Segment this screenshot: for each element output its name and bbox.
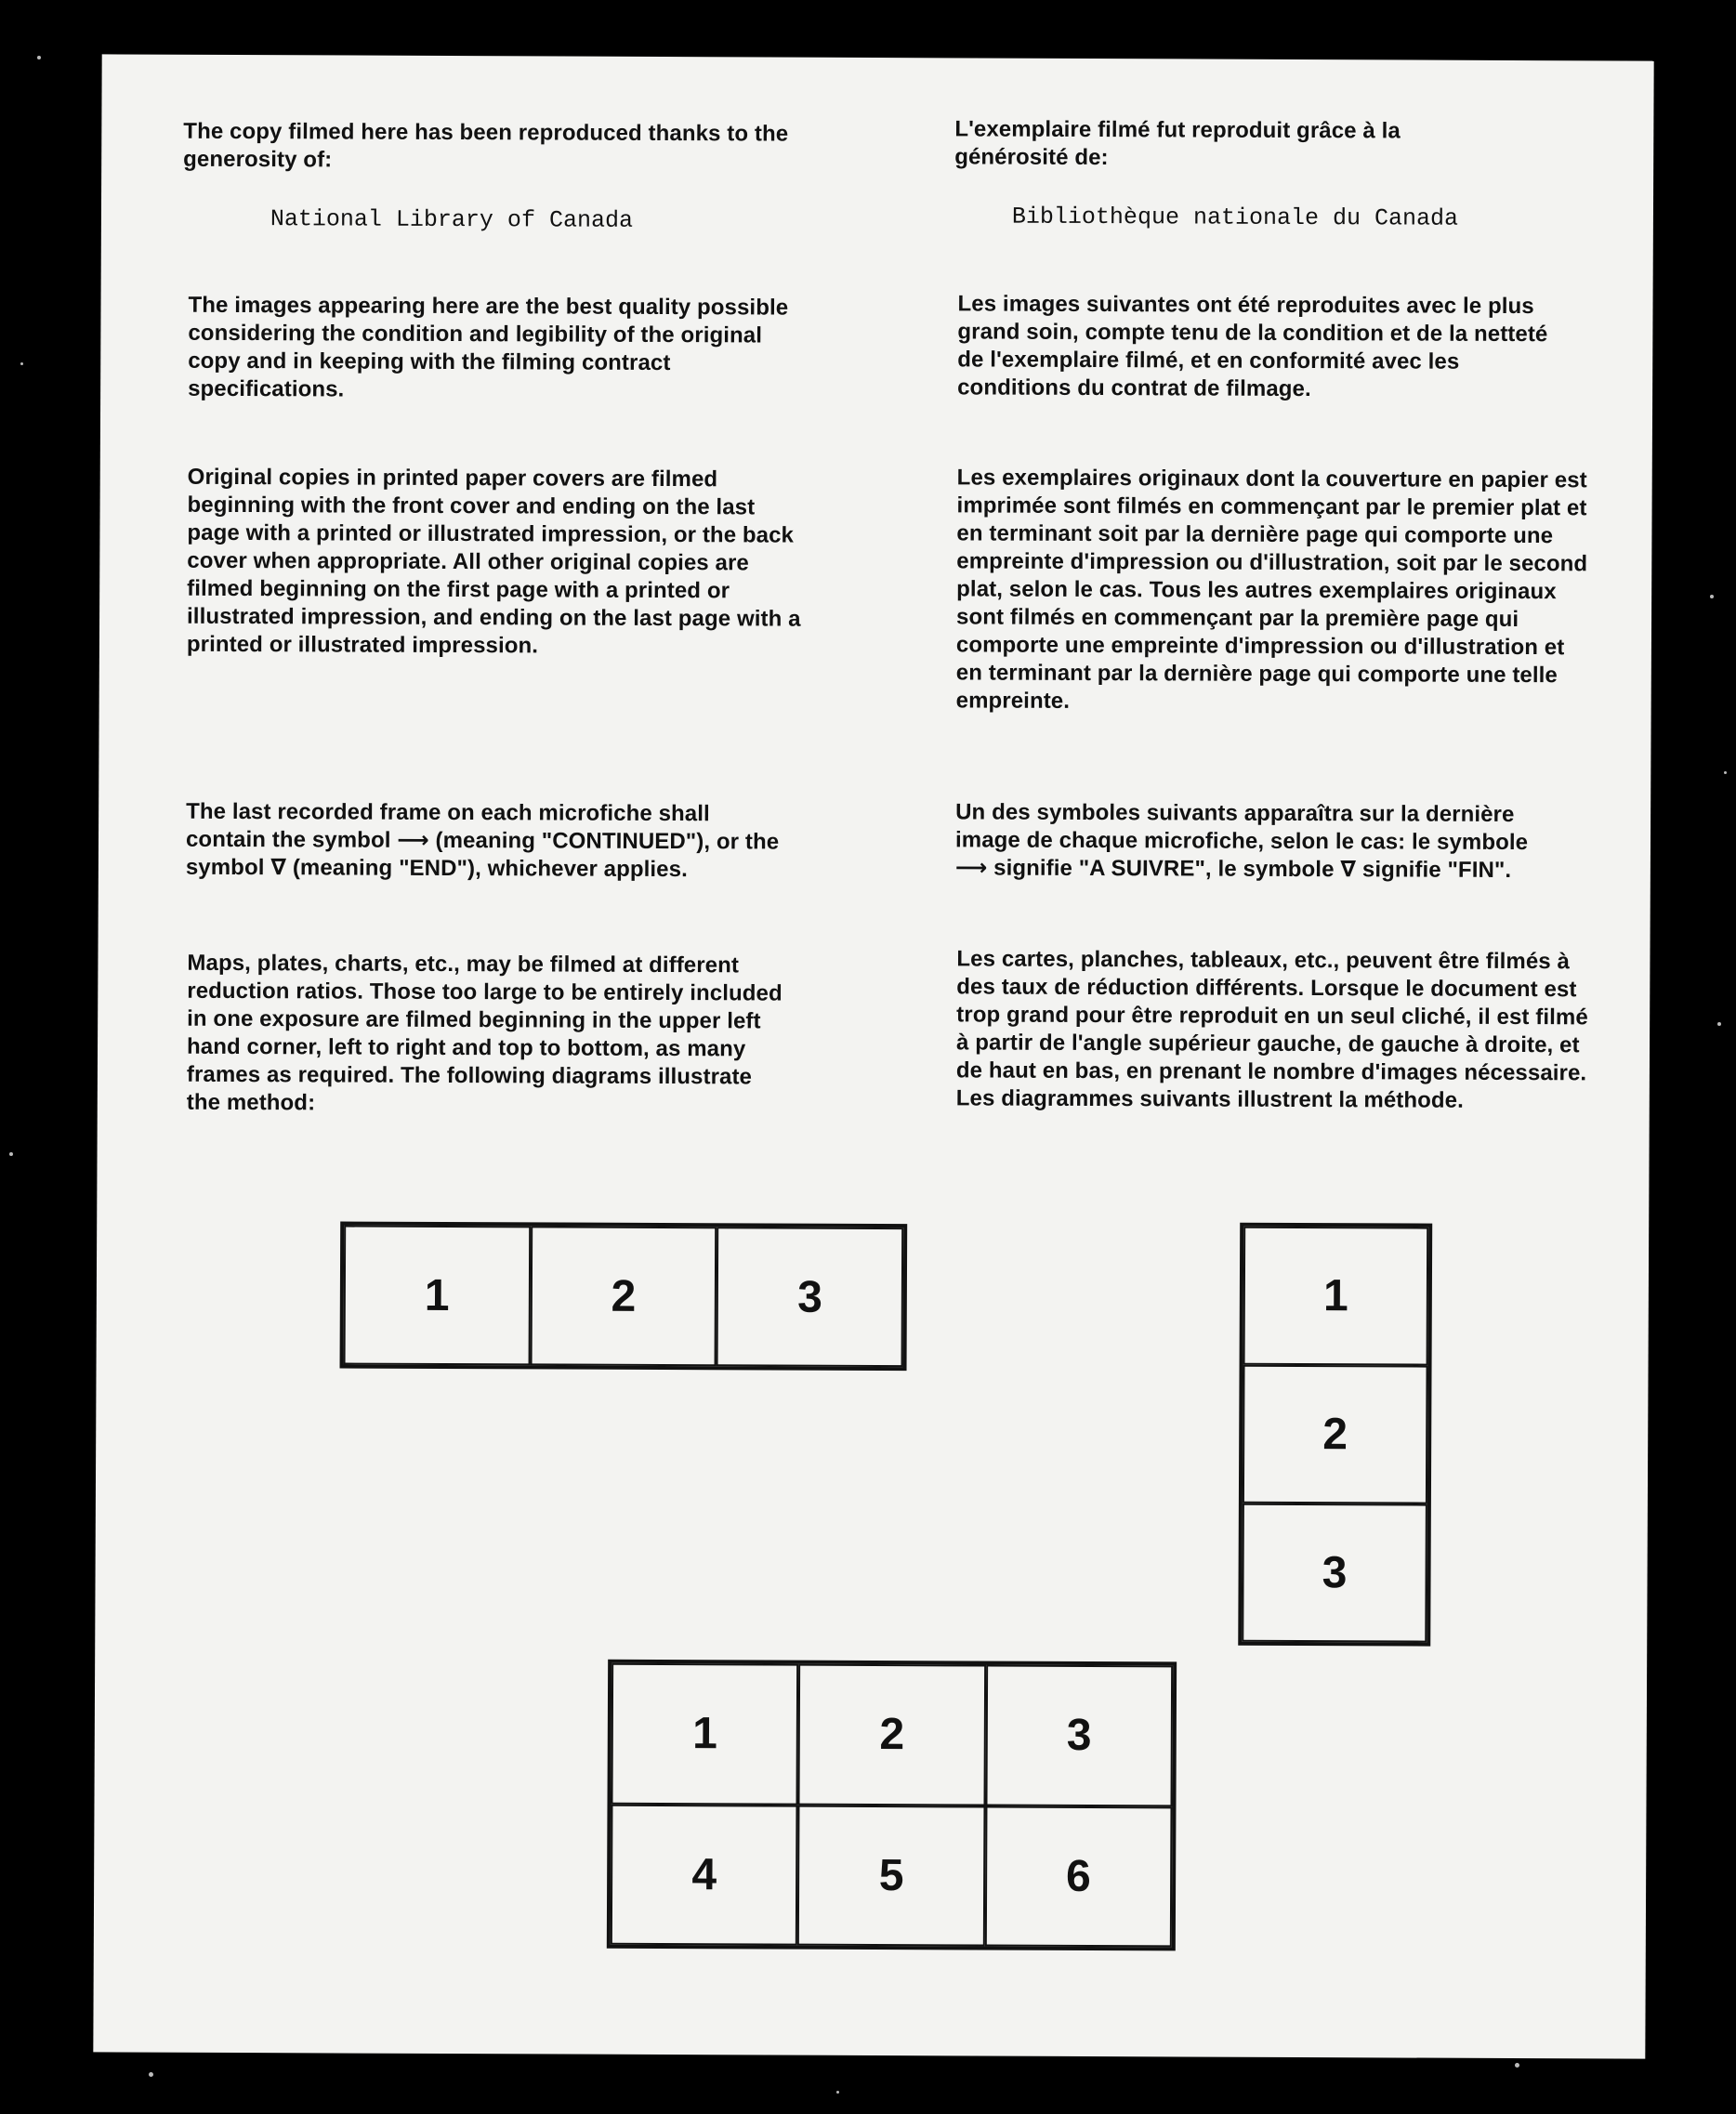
- diagram-vertical: [1238, 1223, 1432, 1647]
- quality-paragraph-fr: Les images suivantes ont été reproduites avec le plus grand soin, compte tenu de la condition et de la netteté de l'exemplaire filmé, et en conformité avec les conditions du contrat de filmage.: [957, 291, 1548, 402]
- french-column: [954, 58, 1606, 1113]
- frame-cell: 6: [984, 1805, 1172, 1947]
- frame-cell: 1: [1243, 1227, 1429, 1366]
- thanks-paragraph-fr: L'exemplaire filmé fut reproduit grâce à la générosité de:: [954, 116, 1401, 171]
- frame-cell: 1: [611, 1663, 798, 1805]
- frame-cell: 5: [797, 1805, 985, 1946]
- frame-cell: 2: [1243, 1365, 1428, 1504]
- library-name-en: National Library of Canada: [270, 205, 634, 234]
- maps-paragraph-en: Maps, plates, charts, etc., may be filmed at different reduction ratios. Those too large to be entirely included in one exposure are filmed beginning in the upper left hand corner, left to right and top to bottom, as many frames as required. The following diagrams illustrate the method:: [186, 950, 783, 1116]
- english-column: [183, 55, 825, 1116]
- thanks-paragraph-en: The copy filmed here has been reproduced thanks to the generosity of:: [183, 118, 789, 173]
- symbols-paragraph-fr: Un des symboles suivants apparaîtra sur la dernière image de chaque microfiche, selon le cas: le symbole ⟶ signifie "A SUIVRE", le symbole ∇ signifie "FIN".: [954, 799, 1529, 883]
- library-name-fr: Bibliothèque nationale du Canada: [1011, 203, 1459, 232]
- frame-cell: 2: [530, 1226, 717, 1366]
- maps-paragraph-fr: Les cartes, planches, tableaux, etc., peuvent être filmés à des taux de réduction différents. Lorsque le document est trop grand pour être reproduit en un seul cliché, il est filmé à partir de l'angle supérieur gauche, de gauche à droite, et de haut en bas, en prenant le nombre d'images nécessaire. Les diagrammes suivants illustrent la méthode.: [955, 946, 1588, 1113]
- frame-cell: 2: [798, 1664, 986, 1805]
- frame-cell: 3: [717, 1227, 903, 1367]
- frame-cell: 3: [1242, 1503, 1427, 1643]
- frame-cell: 1: [344, 1226, 531, 1366]
- symbols-paragraph-en: The last recorded frame on each microfiche shall contain the symbol ⟶ (meaning "CONTINUED"), or the symbol ∇ (meaning "END"), whichever applies.: [185, 798, 780, 883]
- frame-cell: 3: [985, 1665, 1173, 1806]
- covers-paragraph-en: Original copies in printed paper covers are filmed beginning with the front cover and ending on the last page with a printed or illustrated impression, or the back cover when appropriate. All other original copies are filmed beginning on the first page with a printed or illustrated impression, and ending on the last page with a printed or illustrated impression.: [186, 464, 801, 659]
- quality-paragraph-en: The images appearing here are the best quality possible considering the condition and legibility of the original copy and in keeping with the filming contract specifications.: [188, 292, 789, 402]
- covers-paragraph-fr: Les exemplaires originaux dont la couverture en papier est imprimée sont filmés en commençant par le premier plat et en terminant soit par la dernière page qui comporte une empreinte d'impression ou d'illustration, soit par le second plat, selon le cas. Tous les autres exemplaires originaux sont filmés en commençant par la première page qui comporte une empreinte d'impression ou d'illustration et en terminant par la dernière page qui comporte une telle empreinte.: [955, 465, 1588, 714]
- diagram-horizontal: [340, 1221, 908, 1371]
- diagram-six-grid: [607, 1660, 1177, 1951]
- document-page: [93, 54, 1653, 2058]
- frame-cell: 4: [611, 1804, 798, 1945]
